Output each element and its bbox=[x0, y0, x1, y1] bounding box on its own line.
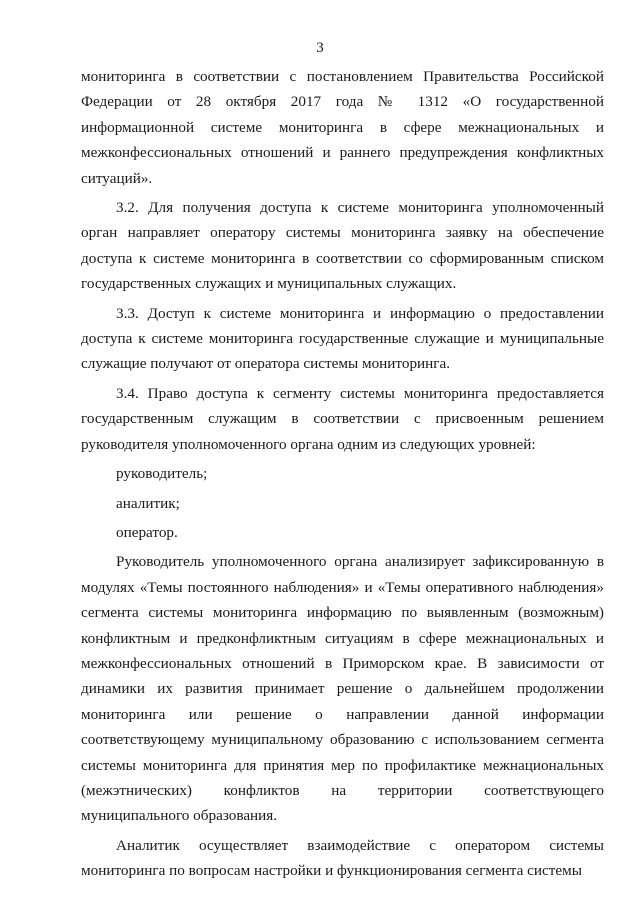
paragraph-3-2: 3.2. Для получения доступа к системе мониторинга уполномоченный орган направляет оператору системы мониторинга заявку на обеспечение доступа к системе мониторинга в соответствии со сформированным списком государственных служащих и муниципальных служащих. bbox=[81, 199, 604, 293]
list-item-rukovoditel: руководитель; bbox=[116, 465, 208, 483]
paragraph-3-4: 3.4. Право доступа к сегменту системы мониторинга предоставляется государственным служащим в соответствии с присвоенным решением руководителя уполномоченного органа одним из следующих уровней: bbox=[81, 384, 604, 453]
paragraph-analyst-duties: Аналитик осуществляет взаимодействие с оператором системы мониторинга по вопросам настройки и функционирования сегмента системы bbox=[81, 836, 604, 880]
paragraph-intro-continuation: мониторинга в соответствии с постановлением Правительства Российской Федерации от 28 октября 2017 года № 1312 «О государственной информационной системе мониторинга в сфере межнациональных и межконфессиональных отношений и раннего предупреждения конфликтных ситуаций». bbox=[81, 68, 604, 187]
list-item-analitik: аналитик; bbox=[116, 494, 180, 512]
document-body bbox=[81, 64, 604, 884]
page-number: 3 bbox=[316, 40, 324, 56]
paragraph-head-duties: Руководитель уполномоченного органа анализирует зафиксированную в модулях «Темы постоянного наблюдения» и «Темы оперативного наблюдения» сегмента системы мониторинга информацию по выявленным (возможным) конфликтным и предконфликтным ситуациям в сфере межнациональных и межконфессиональных отношений в Приморском крае. В зависимости от динамики их развития принимает решение о дальнейшем продолжении мониторинга или решение о направлении данной информации соответствующему муниципальному образованию с использованием сегмента системы мониторинга для принятия мер по профилактике межнациональных (межэтнических) конфликтов на территории соответствующего муниципального образования. bbox=[81, 553, 604, 825]
paragraph-3-3: 3.3. Доступ к системе мониторинга и информацию о предоставлении доступа к системе мониторинга государственные служащие и муниципальные служащие получают от оператора системы мониторинга. bbox=[81, 304, 604, 373]
list-item-operator: оператор. bbox=[116, 523, 178, 541]
